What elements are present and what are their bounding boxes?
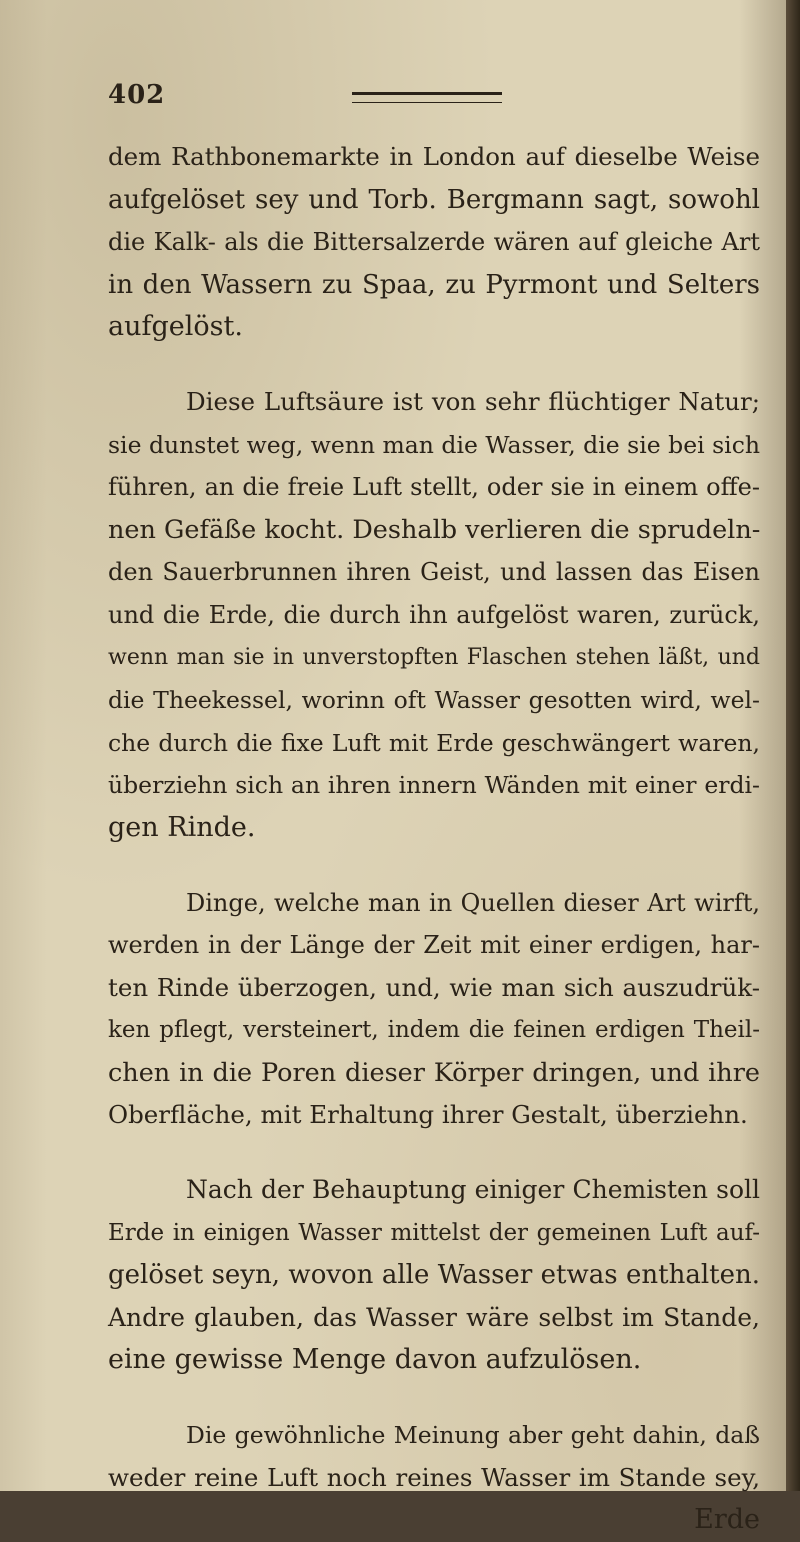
header-rule [352, 92, 502, 103]
text-line: die Kalk- als die Bittersalzerde wären auf gleiche Art [108, 228, 760, 257]
text-line: nen Gefäße kocht. Deshalb verlieren die sprudeln- [108, 514, 761, 545]
text-line: Dinge, welche man in Quellen dieser Art wirft, [186, 888, 760, 917]
text-line: sie dunstet weg, wenn man die Wasser, die sie bei sich [108, 430, 760, 459]
text-line: werden in der Länge der Zeit mit einer erdigen, har- [108, 931, 760, 960]
text-line: dem Rathbonemarkte in London auf dieselbe Weise [108, 142, 760, 171]
text-line: gelöset seyn, wovon alle Wasser etwas enthalten. [108, 1260, 760, 1291]
text-line: aufgelöset sey und Torb. Bergmann sagt, sowohl [108, 184, 760, 215]
text-line: ken pflegt, versteinert, indem die feinen erdigen Theil- [108, 1017, 760, 1044]
text-line: eine gewisse Menge davon aufzulösen. [108, 1344, 642, 1376]
text-line: die Theekessel, worinn oft Wasser gesotten wird, wel- [108, 686, 760, 715]
text-line: aufgelöst. [108, 311, 243, 343]
text-line: chen in die Poren dieser Körper dringen, und ihre [108, 1057, 760, 1088]
body-text [108, 136, 760, 1542]
text-line: den Sauerbrunnen ihren Geist, und lassen das Eisen [108, 558, 760, 587]
text-line: che durch die fixe Luft mit Erde geschwängert waren, [108, 728, 760, 757]
text-line: Nach der Behauptung einiger Chemisten soll [186, 1175, 760, 1205]
text-line: gen Rinde. [108, 811, 256, 843]
paragraph-gap [108, 1382, 760, 1414]
catchword: Erde [694, 1504, 760, 1536]
page-edge-shadow [786, 0, 800, 1491]
text-line: führen, an die freie Luft stellt, oder sie in einem offe- [108, 473, 760, 502]
text-line: und die Erde, die durch ihn aufgelöst waren, zurück, [108, 600, 760, 629]
paragraph-gap [108, 349, 760, 381]
text-line: Die gewöhnliche Meinung aber geht dahin, daß [186, 1421, 760, 1450]
paragraph-gap [108, 1137, 760, 1169]
text-line: in den Wassern zu Spaa, zu Pyrmont und Selters [108, 269, 760, 300]
text-line: Erde in einigen Wasser mittelst der gemeinen Luft auf- [108, 1219, 760, 1246]
text-line: Oberfläche, mit Erhaltung ihrer Gestalt, überziehn. [108, 1100, 748, 1130]
text-line: überziehn sich an ihren innern Wänden mit einer erdi- [108, 771, 760, 800]
text-line: weder reine Luft noch reines Wasser im Stande sey, [108, 1462, 760, 1492]
text-line: Andre glauben, das Wasser wäre selbst im Stande, [108, 1302, 760, 1332]
text-line: wenn man sie in unverstopften Flaschen stehen läßt, und [108, 644, 760, 670]
paragraph-gap [108, 850, 760, 882]
text-line: Diese Luftsäure ist von sehr flüchtiger Natur; [186, 386, 760, 416]
page-number: 402 [108, 80, 166, 110]
text-line: ten Rinde überzogen, und, wie man sich auszudrük- [108, 972, 760, 1002]
